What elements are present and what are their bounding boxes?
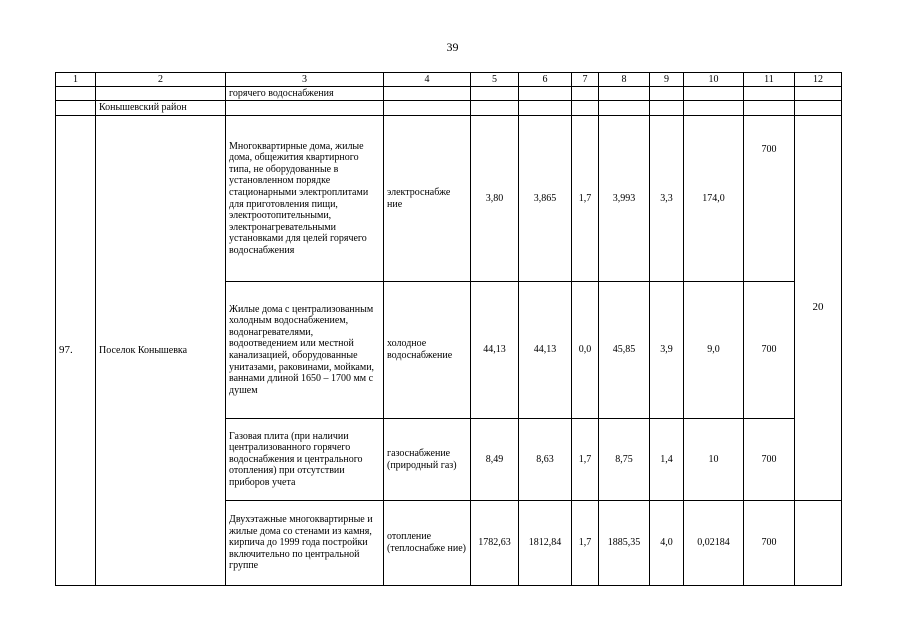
col12-value: 20 <box>795 116 842 501</box>
table-cell <box>744 101 795 116</box>
row-description: Жилые дома с централизованным холодным водоснабжением, водонагревателями, водоотведением или местной канализацией, оборудованные унитазами, раковинами, мойками, ваннами длиной 1650 – 1700 мм с душем <box>226 282 384 419</box>
table-cell <box>572 87 599 101</box>
value-cell: 174,0 <box>684 116 744 282</box>
table-cell <box>795 87 842 101</box>
value-cell: 3,80 <box>471 116 519 282</box>
table-cell <box>599 87 650 101</box>
value-cell: 1782,63 <box>471 501 519 586</box>
value-cell: 0,02184 <box>684 501 744 586</box>
tariff-table <box>55 72 842 586</box>
value-cell: 4,0 <box>650 501 684 586</box>
header-row <box>56 73 842 87</box>
value-cell: 10 <box>684 419 744 501</box>
header-cell: 12 <box>795 73 842 87</box>
header-cell: 4 <box>384 73 471 87</box>
service-type: холодное водоснабжение <box>384 282 471 419</box>
value-cell: 1,4 <box>650 419 684 501</box>
table-cell <box>599 101 650 116</box>
header-cell: 10 <box>684 73 744 87</box>
header-cell: 2 <box>96 73 226 87</box>
value-cell: 1,7 <box>572 116 599 282</box>
table-cell <box>471 101 519 116</box>
table-cell <box>384 101 471 116</box>
continuation-row <box>56 87 842 101</box>
service-type: отопление (теплоснабже ние) <box>384 501 471 586</box>
table-cell <box>96 87 226 101</box>
header-cell: 9 <box>650 73 684 87</box>
row-description: Многоквартирные дома, жилые дома, общежития квартирного типа, не оборудованные в установленном порядке стационарными электроплитами для приготовления пищи, электроотопительными, электронагревательными установками для целей горячего водоснабжения <box>226 116 384 282</box>
value-cell: 45,85 <box>599 282 650 419</box>
row-description: Двухэтажные многоквартирные и жилые дома со стенами из камня, кирпича до 1999 года постройки включительно по центральной группе <box>226 501 384 586</box>
value-cell: 8,49 <box>471 419 519 501</box>
header-cell: 7 <box>572 73 599 87</box>
service-type: газоснабжение (природный газ) <box>384 419 471 501</box>
value-cell: 1,7 <box>572 419 599 501</box>
table-cell <box>56 101 96 116</box>
value-cell: 3,9 <box>650 282 684 419</box>
table-cell <box>471 87 519 101</box>
header-cell: 3 <box>226 73 384 87</box>
service-type: электроснабже ние <box>384 116 471 282</box>
value-cell: 700 <box>744 116 795 282</box>
table-cell <box>795 101 842 116</box>
table-cell <box>384 87 471 101</box>
continuation-text: горячего водоснабжения <box>226 87 384 101</box>
settlement-name: Поселок Конышевка <box>96 116 226 586</box>
value-cell: 700 <box>744 282 795 419</box>
table-cell <box>684 101 744 116</box>
header-cell: 5 <box>471 73 519 87</box>
value-cell: 8,63 <box>519 419 572 501</box>
table-cell <box>795 501 842 586</box>
value-cell: 1885,35 <box>599 501 650 586</box>
district-name: Конышевский район <box>96 101 226 116</box>
table-cell <box>650 101 684 116</box>
row-number: 97. <box>56 116 96 586</box>
table-cell <box>226 101 384 116</box>
value-cell: 1,7 <box>572 501 599 586</box>
table-cell <box>684 87 744 101</box>
value-cell: 8,75 <box>599 419 650 501</box>
header-cell: 11 <box>744 73 795 87</box>
value-cell: 3,993 <box>599 116 650 282</box>
page-number: 39 <box>446 40 459 54</box>
value-cell: 9,0 <box>684 282 744 419</box>
value-cell: 3,865 <box>519 116 572 282</box>
value-cell: 0,0 <box>572 282 599 419</box>
table-cell <box>744 87 795 101</box>
table-cell <box>519 101 572 116</box>
header-cell: 6 <box>519 73 572 87</box>
table-cell <box>572 101 599 116</box>
table-cell <box>56 87 96 101</box>
value-cell: 700 <box>744 501 795 586</box>
value-cell: 700 <box>744 419 795 501</box>
district-row <box>56 101 842 116</box>
value-cell: 44,13 <box>519 282 572 419</box>
value-cell: 1812,84 <box>519 501 572 586</box>
header-cell: 1 <box>56 73 96 87</box>
header-cell: 8 <box>599 73 650 87</box>
table-row <box>56 116 842 282</box>
table-cell <box>519 87 572 101</box>
table-cell <box>650 87 684 101</box>
value-cell: 3,3 <box>650 116 684 282</box>
row-description: Газовая плита (при наличии централизованного горячего водоснабжения и центрального отопления) при отсутствии приборов учета <box>226 419 384 501</box>
value-cell: 44,13 <box>471 282 519 419</box>
